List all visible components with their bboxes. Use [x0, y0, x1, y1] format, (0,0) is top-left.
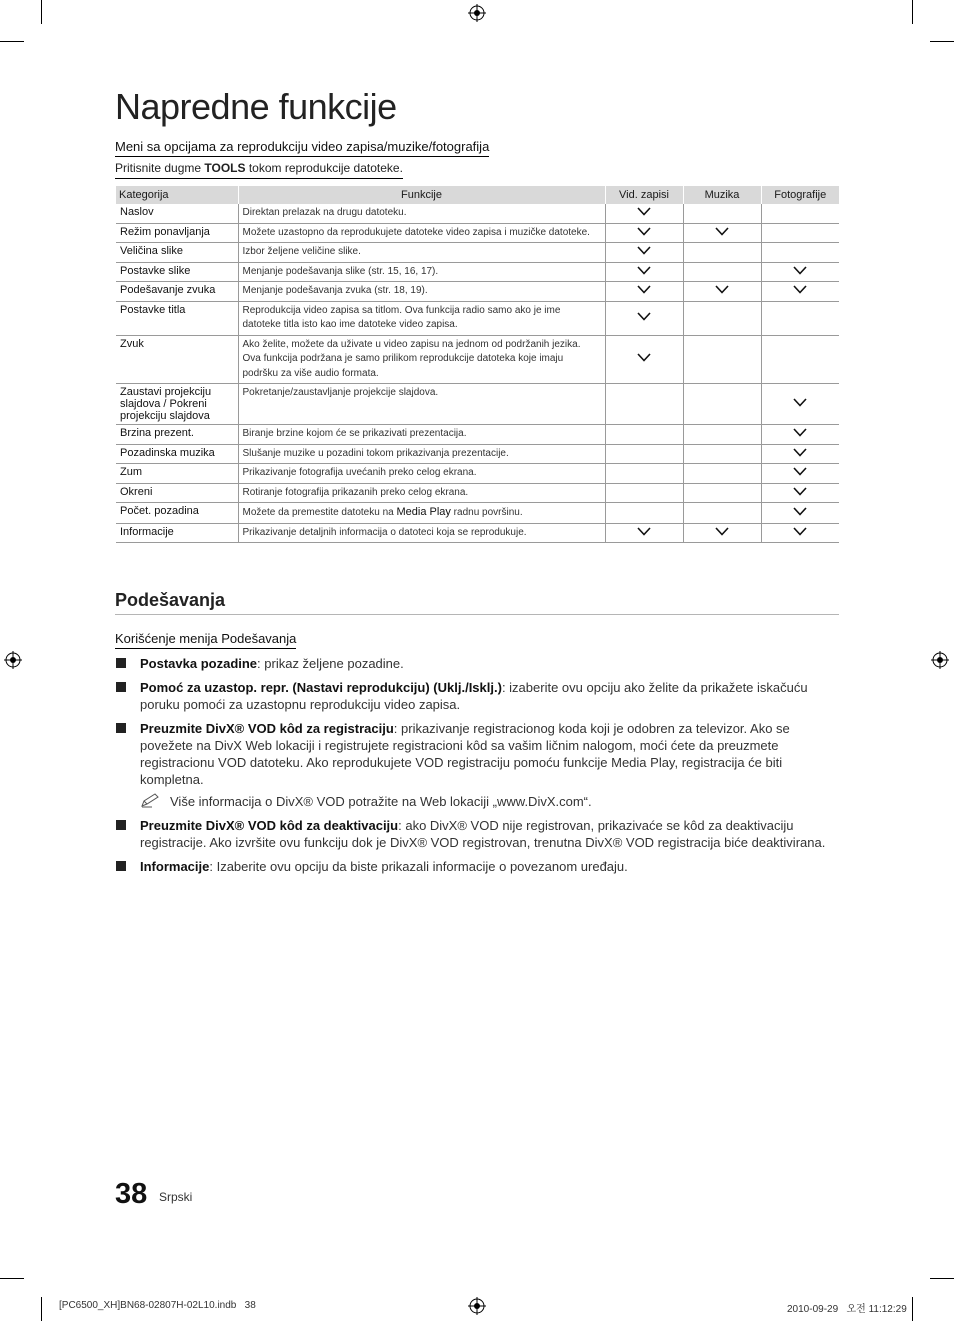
- page-title: Napredne funkcije: [115, 86, 397, 127]
- photo-support-cell: [761, 223, 839, 243]
- crop-mark: [930, 41, 954, 42]
- check-icon: [793, 398, 807, 407]
- media-play-label: Media Play: [396, 506, 451, 518]
- table-row: [116, 425, 839, 445]
- table-row: [116, 503, 839, 524]
- table-row: [116, 301, 839, 335]
- row-function-after: radnu površinu.: [450, 507, 523, 518]
- tools-key-label: TOOLS: [204, 161, 246, 175]
- table-row: [116, 243, 839, 263]
- video-support-cell: [605, 282, 683, 302]
- square-bullet-icon: [116, 682, 126, 692]
- check-icon: [793, 266, 807, 275]
- video-support-cell: [605, 503, 683, 524]
- options-table: [116, 186, 839, 543]
- photo-support-cell: [761, 243, 839, 263]
- video-support-cell: [605, 444, 683, 464]
- settings-list-item: [115, 858, 840, 875]
- setting-name: Postavka pozadine: [140, 656, 258, 671]
- row-function: Menjanje podešavanja zvuka (str. 18, 19).: [238, 282, 605, 302]
- video-support-cell: [605, 223, 683, 243]
- registration-mark-icon: [4, 651, 22, 669]
- table-row: [116, 262, 839, 282]
- page-language: Srpski: [159, 1190, 193, 1204]
- check-icon: [637, 227, 651, 236]
- settings-list-item: [115, 720, 840, 810]
- music-support-cell: [683, 425, 761, 445]
- table-row: [116, 464, 839, 484]
- photo-support-cell: [761, 483, 839, 503]
- check-icon: [715, 227, 729, 236]
- table-row: [116, 483, 839, 503]
- photo-support-cell: [761, 503, 839, 524]
- photo-support-cell: [761, 444, 839, 464]
- check-icon: [637, 207, 651, 216]
- row-category: Veličina slike: [116, 243, 238, 263]
- check-icon: [637, 246, 651, 255]
- photo-support-cell: [761, 262, 839, 282]
- music-support-cell: [683, 503, 761, 524]
- setting-description: : prikaz željene pozadine.: [257, 656, 404, 671]
- row-function: Prikazivanje fotografija uvećanih preko celog ekrana.: [238, 464, 605, 484]
- crop-mark: [912, 0, 913, 24]
- video-support-cell: [605, 464, 683, 484]
- row-category: Režim ponavljanja: [116, 223, 238, 243]
- row-function: Pokretanje/zaustavljanje projekcije slajdova.: [238, 384, 605, 425]
- video-support-cell: [605, 335, 683, 384]
- row-category: Postavke slike: [116, 262, 238, 282]
- row-category: Zaustavi projekciju slajdova / Pokreni projekciju slajdova: [116, 384, 238, 425]
- row-function: Direktan prelazak na drugu datoteku.: [238, 204, 605, 223]
- row-function: Prikazivanje detaljnih informacija o datoteci koja se reprodukuje.: [238, 523, 605, 543]
- crop-mark: [912, 1297, 913, 1321]
- row-category: Pozadinska muzika: [116, 444, 238, 464]
- row-function: Ako želite, možete da uživate u video zapisu na jednom od podržanih jezika. Ova funkcija podržana je samo prilikom reprodukcije datoteka koje imaju podršku za više audio formata.: [238, 335, 605, 384]
- setting-description: : izaberite ovu opciju ako želite da prikažete iskačuću poruku pomoći za uzastopnu reprodukciju video zapisa.: [140, 680, 808, 712]
- row-category: Zum: [116, 464, 238, 484]
- row-category: Brzina prezent.: [116, 425, 238, 445]
- setting-description: : prikazivanje registracionog koda koji je odobren za televizor. Ako se povežete na DivX Web lokaciji i registrujete registracioni kôd sa vašim ličnim nalogom, moći ćete da preuzmete registracionu VOD datoteku. Ako reprodukujete VOD registraciju pomoću funkcije Media Play, registracija će biti kompletna.: [140, 721, 790, 787]
- column-header-category: Kategorija: [116, 186, 238, 204]
- check-icon: [793, 448, 807, 457]
- note: [140, 793, 840, 810]
- table-row: [116, 223, 839, 243]
- check-icon: [637, 285, 651, 294]
- video-support-cell: [605, 262, 683, 282]
- table-row: [116, 523, 839, 543]
- row-category: Počet. pozadina: [116, 503, 238, 524]
- print-timestamp: 2010-09-29 오전 11:12:29: [787, 1304, 907, 1315]
- video-support-cell: [605, 384, 683, 425]
- music-support-cell: [683, 243, 761, 263]
- row-function: Možete uzastopno da reprodukujete datoteke video zapisa i muzičke datoteke.: [238, 223, 605, 243]
- row-category: Zvuk: [116, 335, 238, 384]
- check-icon: [793, 507, 807, 516]
- video-support-cell: [605, 483, 683, 503]
- video-support-cell: [605, 523, 683, 543]
- registration-mark-icon: [468, 1297, 486, 1315]
- music-support-cell: [683, 523, 761, 543]
- setting-name: Preuzmite DivX® VOD kôd za registraciju: [140, 721, 394, 736]
- column-header-photos: Fotografije: [761, 186, 839, 204]
- row-function: Menjanje podešavanja slike (str. 15, 16, 17).: [238, 262, 605, 282]
- crop-mark: [0, 41, 24, 42]
- square-bullet-icon: [116, 658, 126, 668]
- options-menu-heading: Meni sa opcijama za reprodukciju video zapisa/muzike/fotografija: [115, 139, 489, 157]
- page-number: 38: [115, 1178, 148, 1210]
- photo-support-cell: [761, 301, 839, 335]
- music-support-cell: [683, 262, 761, 282]
- table-row: [116, 282, 839, 302]
- check-icon: [715, 527, 729, 536]
- settings-list-item: [115, 655, 840, 672]
- table-row: [116, 384, 839, 425]
- column-header-functions: Funkcije: [238, 186, 605, 204]
- column-header-video: Vid. zapisi: [605, 186, 683, 204]
- table-row: [116, 204, 839, 223]
- pencil-note-icon: [140, 792, 160, 808]
- crop-mark: [41, 0, 42, 24]
- square-bullet-icon: [116, 861, 126, 871]
- row-function: Biranje brzine kojom će se prikazivati prezentacija.: [238, 425, 605, 445]
- table-row: [116, 335, 839, 384]
- check-icon: [793, 487, 807, 496]
- music-support-cell: [683, 384, 761, 425]
- check-icon: [793, 428, 807, 437]
- photo-support-cell: [761, 425, 839, 445]
- music-support-cell: [683, 444, 761, 464]
- row-category: Naslov: [116, 204, 238, 223]
- photo-support-cell: [761, 282, 839, 302]
- crop-mark: [930, 1278, 954, 1279]
- section-divider: [115, 614, 839, 615]
- setting-name: Informacije: [140, 859, 210, 874]
- intro-text-before: Pritisnite dugme: [115, 161, 205, 175]
- row-category: Okreni: [116, 483, 238, 503]
- row-category: Postavke titla: [116, 301, 238, 335]
- settings-subsection-heading: Korišćenje menija Podešavanja: [115, 631, 296, 649]
- settings-list-item: [115, 679, 840, 713]
- check-icon: [793, 285, 807, 294]
- setting-name: Pomoć za uzastop. repr. (Nastavi reprodukciju) (Uklj./Isklj.): [140, 680, 502, 695]
- table-row: [116, 444, 839, 464]
- check-icon: [637, 353, 651, 362]
- video-support-cell: [605, 204, 683, 223]
- setting-name: Preuzmite DivX® VOD kôd za deaktivaciju: [140, 818, 399, 833]
- photo-support-cell: [761, 204, 839, 223]
- music-support-cell: [683, 204, 761, 223]
- registration-mark-icon: [931, 651, 949, 669]
- music-support-cell: [683, 301, 761, 335]
- photo-support-cell: [761, 335, 839, 384]
- row-category: Informacije: [116, 523, 238, 543]
- check-icon: [793, 467, 807, 476]
- intro-text: [115, 161, 403, 179]
- music-support-cell: [683, 282, 761, 302]
- row-function: Slušanje muzike u pozadini tokom prikazivanja prezentacije.: [238, 444, 605, 464]
- row-function: [238, 503, 605, 524]
- music-support-cell: [683, 335, 761, 384]
- table-header-row: [116, 186, 839, 204]
- settings-list-item: [115, 817, 840, 851]
- row-function: Rotiranje fotografija prikazanih preko celog ekrana.: [238, 483, 605, 503]
- check-icon: [637, 527, 651, 536]
- photo-support-cell: [761, 464, 839, 484]
- check-icon: [637, 312, 651, 321]
- video-support-cell: [605, 425, 683, 445]
- row-function: Reprodukcija video zapisa sa titlom. Ova funkcija radio samo ako je ime datoteke titla isto kao ime datoteke video zapisa.: [238, 301, 605, 335]
- setting-description: : Izaberite ovu opciju da biste prikazali informacije o povezanom uređaju.: [209, 859, 628, 874]
- row-function-before: Možete da premestite datoteku na: [242, 507, 397, 518]
- row-function: Izbor željene veličine slike.: [238, 243, 605, 263]
- settings-list: [115, 655, 840, 882]
- note-text: Više informacija o DivX® VOD potražite na Web lokaciji „www.DivX.com“.: [170, 794, 592, 809]
- check-icon: [793, 527, 807, 536]
- crop-mark: [41, 1297, 42, 1321]
- check-icon: [637, 266, 651, 275]
- music-support-cell: [683, 483, 761, 503]
- settings-section-title: Podešavanja: [115, 590, 226, 610]
- column-header-music: Muzika: [683, 186, 761, 204]
- setting-description: : ako DivX® VOD nije registrovan, prikazivaće se kôd za deaktivaciju registracije. Ako izvršite ovu funkciju dok je DivX® VOD registrovan, trenutna DivX® VOD registracija biće deaktivirana.: [140, 818, 826, 850]
- video-support-cell: [605, 243, 683, 263]
- crop-mark: [0, 1278, 24, 1279]
- row-category: Podešavanje zvuka: [116, 282, 238, 302]
- print-file-info: [PC6500_XH]BN68-02807H-02L10.indb 38: [59, 1300, 256, 1311]
- check-icon: [715, 285, 729, 294]
- music-support-cell: [683, 464, 761, 484]
- square-bullet-icon: [116, 723, 126, 733]
- registration-mark-icon: [468, 4, 486, 22]
- table-body: [116, 204, 839, 543]
- photo-support-cell: [761, 384, 839, 425]
- photo-support-cell: [761, 523, 839, 543]
- square-bullet-icon: [116, 820, 126, 830]
- music-support-cell: [683, 223, 761, 243]
- intro-text-after: tokom reprodukcije datoteke.: [245, 161, 403, 175]
- video-support-cell: [605, 301, 683, 335]
